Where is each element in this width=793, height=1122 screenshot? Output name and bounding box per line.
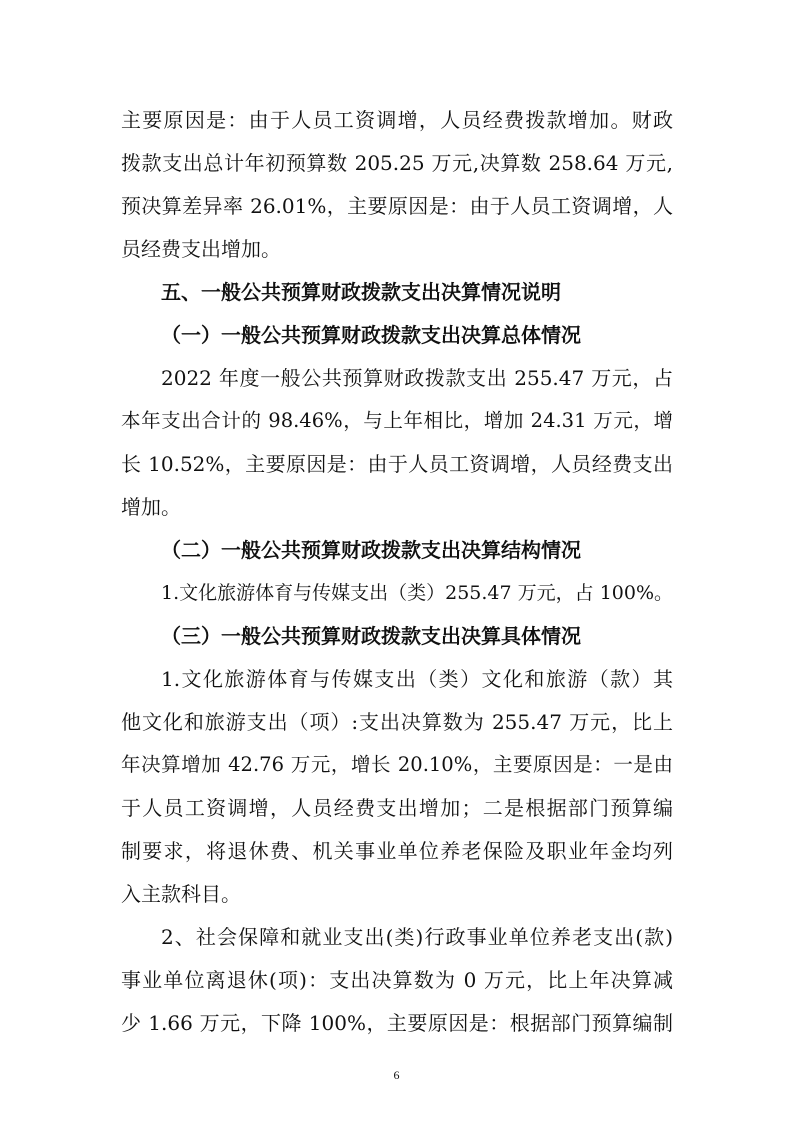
paragraph-line: 主要原因是：由于人员工资调增，人员经费拨款增加。财政 xyxy=(121,108,673,132)
paragraph-line: 增加。 xyxy=(121,495,181,519)
paragraph-line: 预决算差异率 26.01%，主要原因是：由于人员工资调增，人 xyxy=(121,194,673,218)
paragraph-line: 1.文化旅游体育与传媒支出（类）文化和旅游（款）其 xyxy=(161,667,673,691)
paragraph-line: 年决算增加 42.76 万元，增长 20.10%，主要原因是：一是由 xyxy=(121,753,673,776)
paragraph-line: 1.文化旅游体育与传媒支出（类）255.47 万元，占 100%。 xyxy=(161,582,674,604)
subsection-heading: （一）一般公共预算财政拨款支出决算总体情况 xyxy=(161,323,581,347)
subsection-heading: （二）一般公共预算财政拨款支出决算结构情况 xyxy=(161,538,581,562)
paragraph-line: 员经费支出增加。 xyxy=(121,237,281,261)
page-number: 6 xyxy=(393,1068,400,1082)
paragraph-line: 入主款科目。 xyxy=(121,882,241,906)
section-heading: 五、一般公共预算财政拨款支出决算情况说明 xyxy=(161,280,561,304)
paragraph-line: 长 10.52%，主要原因是：由于人员工资调增，人员经费支出 xyxy=(121,452,673,476)
paragraph-line: 少 1.66 万元，下降 100%，主要原因是：根据部门预算编制 xyxy=(121,1011,673,1035)
paragraph-line: 2022 年度一般公共预算财政拨款支出 255.47 万元，占 xyxy=(161,366,673,390)
paragraph-line: 本年支出合计的 98.46%，与上年相比，增加 24.31 万元，增 xyxy=(121,409,673,432)
paragraph-line: 于人员工资调增，人员经费支出增加；二是根据部门预算编 xyxy=(121,796,673,820)
subsection-heading: （三）一般公共预算财政拨款支出决算具体情况 xyxy=(161,624,581,648)
paragraph-line: 他文化和旅游支出（项）:支出决算数为 255.47 万元，比上 xyxy=(121,710,673,734)
paragraph-line: 制要求，将退休费、机关事业单位养老保险及职业年金均列 xyxy=(121,839,673,863)
paragraph-line: 2、社会保障和就业支出(类)行政事业单位养老支出(款) xyxy=(161,925,673,949)
paragraph-line: 事业单位离退休(项)：支出决算数为 0 万元，比上年决算减 xyxy=(121,968,673,992)
paragraph-line: 拨款支出总计年初预算数 205.25 万元,决算数 258.64 万元, xyxy=(121,151,673,175)
